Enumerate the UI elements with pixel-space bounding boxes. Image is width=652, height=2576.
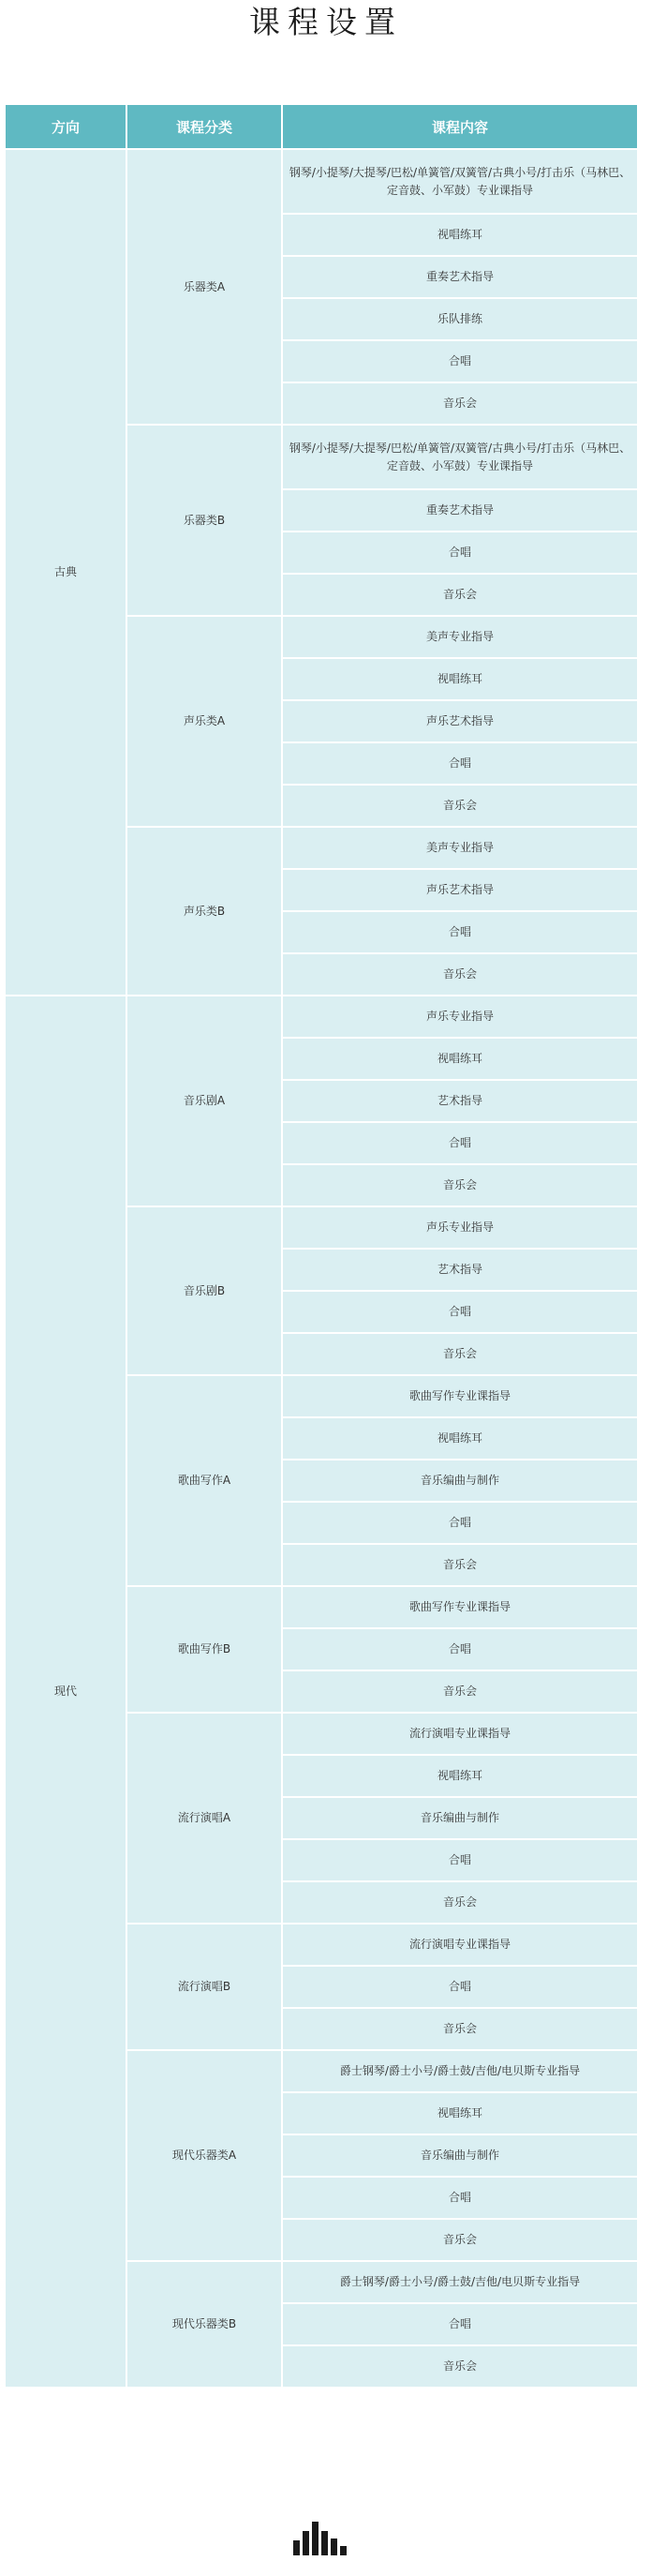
content-cell: 音乐会: [283, 1671, 637, 1712]
content-cell: 重奏艺术指导: [283, 490, 637, 531]
content-cell: 音乐会: [283, 1334, 637, 1374]
content-cell: 歌曲写作专业课指导: [283, 1376, 637, 1416]
content-cell: 重奏艺术指导: [283, 257, 637, 297]
content-cell: 美声专业指导: [283, 828, 637, 868]
content-cell: 声乐艺术指导: [283, 701, 637, 741]
content-cell: 流行演唱专业课指导: [283, 1925, 637, 1965]
direction-cell: 现代: [6, 996, 126, 2387]
content-cell: 艺术指导: [283, 1250, 637, 1290]
content-cell: 音乐会: [283, 383, 637, 424]
content-cell: 合唱: [283, 1967, 637, 2007]
table-header-row: [6, 105, 637, 148]
content-cell: 声乐专业指导: [283, 996, 637, 1037]
content-cell: 流行演唱专业课指导: [283, 1714, 637, 1754]
content-cell: 视唱练耳: [283, 1418, 637, 1459]
content-cell: 音乐会: [283, 1882, 637, 1923]
category-cell: 歌曲写作B: [127, 1587, 281, 1712]
content-cell: 视唱练耳: [283, 1039, 637, 1079]
content-cell: 音乐会: [283, 575, 637, 615]
category-cell: 声乐类B: [127, 828, 281, 995]
content-cell: 音乐会: [283, 1545, 637, 1585]
content-cell: 钢琴/小提琴/大提琴/巴松/单簧管/双簧管/古典小号/打击乐（马林巴、定音鼓、小军鼓）专业课指导: [283, 426, 637, 488]
content-cell: 合唱: [283, 532, 637, 573]
content-cell: 爵士钢琴/爵士小号/爵士鼓/吉他/电贝斯专业指导: [283, 2051, 637, 2091]
content-cell: 音乐编曲与制作: [283, 1798, 637, 1838]
content-cell: 美声专业指导: [283, 617, 637, 657]
content-cell: 合唱: [283, 912, 637, 952]
header-content: 课程内容: [283, 105, 637, 148]
category-cell: 现代乐器类B: [127, 2262, 281, 2387]
direction-cell: 古典: [6, 150, 126, 995]
content-cell: 合唱: [283, 1840, 637, 1880]
content-cell: 声乐专业指导: [283, 1207, 637, 1248]
category-cell: 歌曲写作A: [127, 1376, 281, 1585]
category-cell: 音乐剧A: [127, 996, 281, 1206]
content-cell: 音乐编曲与制作: [283, 2135, 637, 2176]
category-cell: 乐器类B: [127, 426, 281, 615]
bar-logo-icon: [293, 2518, 348, 2555]
content-cell: 音乐会: [283, 954, 637, 995]
content-cell: 合唱: [283, 1503, 637, 1543]
header-direction: 方向: [6, 105, 126, 148]
content-cell: 视唱练耳: [283, 659, 637, 699]
content-cell: 音乐会: [283, 2220, 637, 2260]
content-cell: 合唱: [283, 2178, 637, 2218]
content-cell: 歌曲写作专业课指导: [283, 1587, 637, 1627]
content-cell: 合唱: [283, 341, 637, 382]
category-cell: 乐器类A: [127, 150, 281, 424]
page-title: 课程设置: [249, 4, 403, 40]
category-cell: 现代乐器类A: [127, 2051, 281, 2260]
content-cell: 音乐编曲与制作: [283, 1460, 637, 1501]
table-body: [6, 150, 637, 2387]
content-cell: 合唱: [283, 743, 637, 784]
content-cell: 音乐会: [283, 1165, 637, 1206]
category-cell: 音乐剧B: [127, 1207, 281, 1374]
content-cell: 视唱练耳: [283, 1756, 637, 1796]
content-cell: 合唱: [283, 1292, 637, 1332]
category-cell: 流行演唱B: [127, 1925, 281, 2049]
content-cell: 音乐会: [283, 2009, 637, 2049]
header-category: 课程分类: [127, 105, 281, 148]
course-table: [4, 103, 639, 2389]
content-cell: 合唱: [283, 1123, 637, 1163]
content-cell: 视唱练耳: [283, 215, 637, 255]
content-cell: 钢琴/小提琴/大提琴/巴松/单簧管/双簧管/古典小号/打击乐（马林巴、定音鼓、小军鼓）专业课指导: [283, 150, 637, 213]
content-cell: 视唱练耳: [283, 2093, 637, 2134]
table-row: [6, 996, 637, 1037]
content-cell: 音乐会: [283, 2346, 637, 2387]
content-cell: 合唱: [283, 2304, 637, 2344]
content-cell: 声乐艺术指导: [283, 870, 637, 910]
content-cell: 音乐会: [283, 786, 637, 826]
table-row: [6, 150, 637, 213]
content-cell: 合唱: [283, 1629, 637, 1670]
content-cell: 艺术指导: [283, 1081, 637, 1121]
category-cell: 声乐类A: [127, 617, 281, 826]
content-cell: 乐队排练: [283, 299, 637, 339]
content-cell: 爵士钢琴/爵士小号/爵士鼓/吉他/电贝斯专业指导: [283, 2262, 637, 2302]
category-cell: 流行演唱A: [127, 1714, 281, 1923]
